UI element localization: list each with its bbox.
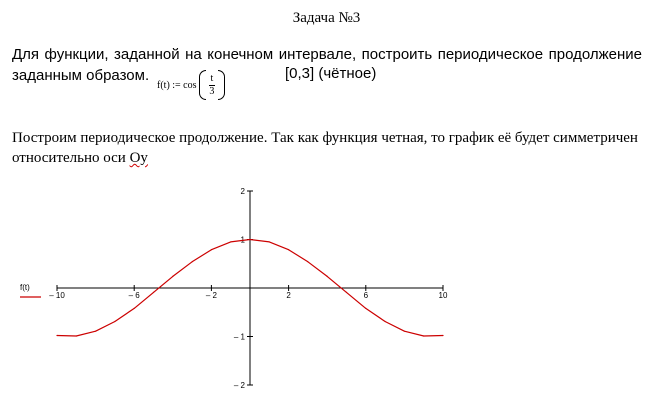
y-tick-label: 2 xyxy=(240,187,245,196)
data-point xyxy=(385,321,386,322)
x-tick-label: – 2 xyxy=(205,291,217,300)
data-point xyxy=(153,292,154,293)
x-tick-label: – 10 xyxy=(49,291,65,300)
data-point xyxy=(249,239,250,240)
legend-label: f(t) xyxy=(20,283,30,292)
x-tick-label: – 6 xyxy=(128,291,140,300)
data-point xyxy=(95,331,96,332)
data-point xyxy=(192,261,193,262)
x-tick-label: 10 xyxy=(438,291,448,300)
axis-name: Oy xyxy=(129,150,148,166)
task-statement-line1: Для функции, заданной на конечном интервале, построить периодическое продолжение xyxy=(12,46,642,63)
y-tick-label: 1 xyxy=(240,235,245,245)
task-title: Задача №3 xyxy=(292,10,361,26)
data-point xyxy=(404,331,405,332)
plot-legend xyxy=(20,283,41,297)
data-point xyxy=(56,335,57,336)
task-statement-line2: заданным образом. xyxy=(12,67,150,84)
y-tick-label: – 2 xyxy=(233,381,245,390)
x-tick-label: 6 xyxy=(363,291,369,300)
data-point xyxy=(442,335,443,336)
data-point xyxy=(365,308,366,309)
fraction-denominator: 3 xyxy=(209,85,215,97)
data-point xyxy=(423,335,424,336)
fraction-numerator: t xyxy=(210,72,214,84)
formula-lhs: f(t) := cos xyxy=(157,79,197,91)
data-point xyxy=(172,276,173,277)
data-point xyxy=(114,321,115,322)
data-point xyxy=(134,308,135,309)
data-point xyxy=(211,249,212,250)
data-point xyxy=(307,261,308,262)
x-tick-label: 2 xyxy=(286,291,291,300)
data-point xyxy=(269,241,270,242)
solution-intro-text: Построим периодическое продолжение. Так как функция четная, то график её будет симметричен относительно оси xyxy=(12,130,638,166)
data-point xyxy=(346,292,347,293)
interval-parity: [0,3] (чётное) xyxy=(285,65,377,82)
data-point xyxy=(327,276,328,277)
y-tick-label: – 1 xyxy=(233,332,245,342)
data-point xyxy=(76,335,77,336)
data-point xyxy=(288,249,289,250)
data-point xyxy=(230,241,231,242)
plot-axes xyxy=(57,191,443,385)
